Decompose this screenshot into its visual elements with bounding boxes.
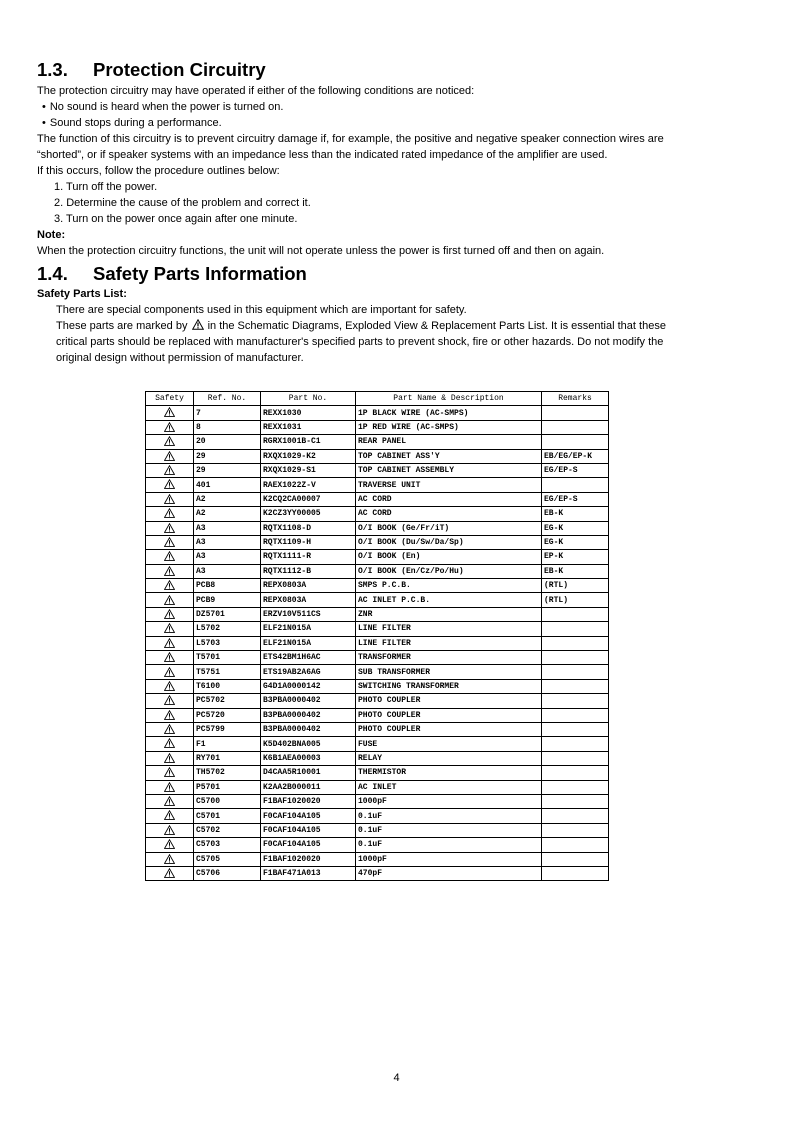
safety-mark-cell <box>146 838 194 852</box>
table-row <box>146 507 609 521</box>
remarks-cell <box>542 665 609 679</box>
description-cell: AC CORD <box>356 492 542 506</box>
warning-triangle-icon <box>164 652 175 662</box>
description-cell: TRAVERSE UNIT <box>356 478 542 492</box>
description-cell: REAR PANEL <box>356 435 542 449</box>
description-cell: SUB TRANSFORMER <box>356 665 542 679</box>
remarks-cell: EG/EP-S <box>542 492 609 506</box>
section-number: 1.3. <box>37 59 68 80</box>
procedure-steps <box>54 179 757 227</box>
table-row <box>146 622 609 636</box>
remarks-cell: EG-K <box>542 521 609 535</box>
warning-triangle-icon <box>192 319 204 330</box>
safety-mark-cell <box>146 665 194 679</box>
safety-mark-cell <box>146 636 194 650</box>
part-no-cell: RXQX1029-S1 <box>261 463 356 477</box>
remarks-cell <box>542 406 609 420</box>
table-row <box>146 607 609 621</box>
table-row <box>146 809 609 823</box>
table-row <box>146 694 609 708</box>
remarks-cell: EG/EP-S <box>542 463 609 477</box>
ref-no-cell: C5706 <box>194 866 261 880</box>
remarks-cell <box>542 823 609 837</box>
para-text: in the Schematic Diagrams, Exploded View & Replacement Parts List. It is essential that these <box>207 320 666 332</box>
safety-mark-cell <box>146 579 194 593</box>
remarks-cell <box>542 838 609 852</box>
safety-mark-cell <box>146 622 194 636</box>
part-no-cell: B3PBA0000402 <box>261 708 356 722</box>
part-no-cell: K2CZ3YY00005 <box>261 507 356 521</box>
ref-no-cell: F1 <box>194 737 261 751</box>
para-text: These parts are marked by <box>56 320 188 332</box>
safety-mark-cell <box>146 435 194 449</box>
table-row <box>146 579 609 593</box>
ref-no-cell: C5702 <box>194 823 261 837</box>
remarks-cell <box>542 751 609 765</box>
description-cell: PHOTO COUPLER <box>356 694 542 708</box>
part-no-cell: K5D402BNA005 <box>261 737 356 751</box>
description-cell: RELAY <box>356 751 542 765</box>
warning-triangle-icon <box>164 782 175 792</box>
safety-mark-cell <box>146 823 194 837</box>
safety-mark-cell <box>146 535 194 549</box>
remarks-cell <box>542 694 609 708</box>
description-cell: AC CORD <box>356 507 542 521</box>
ref-no-cell: L5702 <box>194 622 261 636</box>
remarks-cell <box>542 420 609 434</box>
safety-mark-cell <box>146 420 194 434</box>
ref-no-cell: P5701 <box>194 780 261 794</box>
ref-no-cell: RY701 <box>194 751 261 765</box>
part-no-cell: ELF21N015A <box>261 622 356 636</box>
remarks-cell: EB-K <box>542 507 609 521</box>
table-row <box>146 406 609 420</box>
table-row <box>146 838 609 852</box>
table-row <box>146 852 609 866</box>
safety-mark-cell <box>146 406 194 420</box>
remarks-cell: (RTL) <box>542 579 609 593</box>
warning-triangle-icon <box>164 810 175 820</box>
ref-no-cell: T5751 <box>194 665 261 679</box>
part-no-cell: RAEX1022Z-V <box>261 478 356 492</box>
table-row <box>146 535 609 549</box>
description-cell: 0.1uF <box>356 838 542 852</box>
ref-no-cell: C5700 <box>194 794 261 808</box>
safety-mark-cell <box>146 694 194 708</box>
description-cell: 1P RED WIRE (AC-SMPS) <box>356 420 542 434</box>
table-row <box>146 651 609 665</box>
ref-no-cell: PC5702 <box>194 694 261 708</box>
section-heading-protection-circuitry <box>37 58 757 82</box>
function-text-line1: The function of this circuitry is to prevent circuitry damage if, for example, the positive and negative speaker connection wires are <box>37 133 664 145</box>
ref-no-cell: 29 <box>194 463 261 477</box>
remarks-cell: (RTL) <box>542 593 609 607</box>
safety-mark-cell <box>146 766 194 780</box>
part-no-cell: F0CAF104A105 <box>261 838 356 852</box>
ref-no-cell: 7 <box>194 406 261 420</box>
part-no-cell: RGRX1001B-C1 <box>261 435 356 449</box>
ref-no-cell: PCB8 <box>194 579 261 593</box>
section-number: 1.4. <box>37 263 68 284</box>
description-cell: 0.1uF <box>356 823 542 837</box>
safety-mark-cell <box>146 607 194 621</box>
protection-intro: The protection circuitry may have operated if either of the following conditions are noticed: <box>37 85 475 97</box>
part-no-cell: G4D1A0000142 <box>261 679 356 693</box>
warning-triangle-icon <box>164 638 175 648</box>
warning-triangle-icon <box>164 623 175 633</box>
part-no-cell: RQTX1111-R <box>261 550 356 564</box>
ref-no-cell: 401 <box>194 478 261 492</box>
warning-triangle-icon <box>164 796 175 806</box>
description-cell: AC INLET P.C.B. <box>356 593 542 607</box>
ref-no-cell: PC5799 <box>194 722 261 736</box>
safety-mark-cell <box>146 492 194 506</box>
description-cell: O/I BOOK (En/Cz/Po/Hu) <box>356 564 542 578</box>
description-cell: 1000pF <box>356 852 542 866</box>
safety-mark-cell <box>146 737 194 751</box>
part-no-cell: REXX1031 <box>261 420 356 434</box>
ref-no-cell: A3 <box>194 521 261 535</box>
table-row <box>146 766 609 780</box>
part-no-cell: B3PBA0000402 <box>261 694 356 708</box>
table-row <box>146 449 609 463</box>
warning-triangle-icon <box>164 710 175 720</box>
ref-no-cell: 20 <box>194 435 261 449</box>
warning-triangle-icon <box>164 551 175 561</box>
remarks-cell <box>542 794 609 808</box>
note-label: Note: <box>37 229 66 241</box>
table-row <box>146 665 609 679</box>
part-no-cell: ELF21N015A <box>261 636 356 650</box>
part-no-cell: ERZV10V511CS <box>261 607 356 621</box>
safety-mark-cell <box>146 449 194 463</box>
part-no-cell: RQTX1112-B <box>261 564 356 578</box>
part-no-cell: F0CAF104A105 <box>261 809 356 823</box>
safety-mark-cell <box>146 651 194 665</box>
description-cell: THERMISTOR <box>356 766 542 780</box>
warning-triangle-icon <box>164 868 175 878</box>
remarks-cell <box>542 780 609 794</box>
part-no-cell: ETS19AB2A6AG <box>261 665 356 679</box>
remarks-cell: EG-K <box>542 535 609 549</box>
safety-mark-cell <box>146 794 194 808</box>
part-no-cell: B3PBA0000402 <box>261 722 356 736</box>
table-row <box>146 478 609 492</box>
remarks-cell <box>542 722 609 736</box>
safety-mark-cell <box>146 852 194 866</box>
description-cell: FUSE <box>356 737 542 751</box>
table-row <box>146 708 609 722</box>
description-cell: ZNR <box>356 607 542 621</box>
safety-mark-cell <box>146 751 194 765</box>
warning-triangle-icon <box>164 595 175 605</box>
safety-mark-cell <box>146 809 194 823</box>
function-text-line2: “shorted”, or if speaker systems with an impedance less than the indicated rated impedance of the amplifier are used. <box>37 149 608 161</box>
safety-mark-cell <box>146 708 194 722</box>
warning-triangle-icon <box>164 695 175 705</box>
table-row <box>146 751 609 765</box>
remarks-cell <box>542 636 609 650</box>
ref-no-cell: A3 <box>194 564 261 578</box>
ref-no-cell: C5701 <box>194 809 261 823</box>
safety-para1: There are special components used in this equipment which are important for safety. <box>56 304 467 316</box>
condition-list <box>42 99 757 131</box>
table-row <box>146 636 609 650</box>
safety-mark-cell <box>146 722 194 736</box>
safety-mark-cell <box>146 478 194 492</box>
remarks-cell <box>542 435 609 449</box>
document-page <box>37 58 757 366</box>
warning-triangle-icon <box>164 566 175 576</box>
warning-triangle-icon <box>164 825 175 835</box>
description-cell: PHOTO COUPLER <box>356 722 542 736</box>
table-row <box>146 866 609 880</box>
warning-triangle-icon <box>164 537 175 547</box>
part-no-cell: RXQX1029-K2 <box>261 449 356 463</box>
warning-triangle-icon <box>164 738 175 748</box>
remarks-cell <box>542 622 609 636</box>
remarks-cell <box>542 607 609 621</box>
safety-mark-cell <box>146 679 194 693</box>
warning-triangle-icon <box>164 451 175 461</box>
list-item: • No sound is heard when the power is turned on. <box>42 99 757 115</box>
part-no-cell: REPX0803A <box>261 593 356 607</box>
part-no-cell: F1BAF1020020 <box>261 794 356 808</box>
part-no-cell: K2AA2B000011 <box>261 780 356 794</box>
remarks-cell <box>542 766 609 780</box>
column-header-ref-no: Ref. No. <box>194 392 261 406</box>
description-cell: O/I BOOK (En) <box>356 550 542 564</box>
ref-no-cell: PCB9 <box>194 593 261 607</box>
part-no-cell: D4CAA5R10001 <box>261 766 356 780</box>
list-item: • Sound stops during a performance. <box>42 115 757 131</box>
description-cell: O/I BOOK (Du/Sw/Da/Sp) <box>356 535 542 549</box>
table-row <box>146 593 609 607</box>
column-header-remarks: Remarks <box>542 392 609 406</box>
note-text: When the protection circuitry functions, the unit will not operate unless the power is first turned off and then on again. <box>37 245 605 257</box>
warning-triangle-icon <box>164 724 175 734</box>
description-cell: O/I BOOK (Ge/Fr/iT) <box>356 521 542 535</box>
section-heading-safety-parts <box>37 262 757 286</box>
part-no-cell: REXX1030 <box>261 406 356 420</box>
table-row <box>146 564 609 578</box>
warning-triangle-icon <box>164 523 175 533</box>
remarks-cell: EP-K <box>542 550 609 564</box>
table-row <box>146 435 609 449</box>
warning-triangle-icon <box>164 839 175 849</box>
part-no-cell: F1BAF471A013 <box>261 866 356 880</box>
table-header-row <box>146 392 609 406</box>
part-no-cell: RQTX1108-D <box>261 521 356 535</box>
warning-triangle-icon <box>164 609 175 619</box>
table-row <box>146 722 609 736</box>
ref-no-cell: A2 <box>194 492 261 506</box>
remarks-cell <box>542 852 609 866</box>
safety-para2-line1 <box>56 318 757 334</box>
table-row <box>146 550 609 564</box>
remarks-cell <box>542 866 609 880</box>
warning-triangle-icon <box>164 508 175 518</box>
warning-triangle-icon <box>164 494 175 504</box>
procedure-intro: If this occurs, follow the procedure outlines below: <box>37 165 280 177</box>
description-cell: 1P BLACK WIRE (AC-SMPS) <box>356 406 542 420</box>
list-item: 2. Determine the cause of the problem and correct it. <box>54 197 311 209</box>
ref-no-cell: A3 <box>194 535 261 549</box>
warning-triangle-icon <box>164 465 175 475</box>
table-row <box>146 521 609 535</box>
safety-para2-line3: original design without permission of manufacturer. <box>56 352 304 364</box>
part-no-cell: F1BAF1020020 <box>261 852 356 866</box>
remarks-cell <box>542 708 609 722</box>
ref-no-cell: 8 <box>194 420 261 434</box>
table-row <box>146 737 609 751</box>
part-no-cell: ETS42BM1H6AC <box>261 651 356 665</box>
ref-no-cell: TH5702 <box>194 766 261 780</box>
ref-no-cell: DZ5701 <box>194 607 261 621</box>
safety-mark-cell <box>146 507 194 521</box>
list-item: 3. Turn on the power once again after one minute. <box>54 213 298 225</box>
remarks-cell <box>542 478 609 492</box>
description-cell: TRANSFORMER <box>356 651 542 665</box>
safety-mark-cell <box>146 593 194 607</box>
table-row <box>146 794 609 808</box>
warning-triangle-icon <box>164 767 175 777</box>
warning-triangle-icon <box>164 422 175 432</box>
ref-no-cell: T6100 <box>194 679 261 693</box>
warning-triangle-icon <box>164 479 175 489</box>
description-cell: TOP CABINET ASSEMBLY <box>356 463 542 477</box>
description-cell: 1000pF <box>356 794 542 808</box>
safety-mark-cell <box>146 564 194 578</box>
safety-parts-table <box>145 391 609 881</box>
description-cell: SWITCHING TRANSFORMER <box>356 679 542 693</box>
warning-triangle-icon <box>164 753 175 763</box>
part-no-cell: RQTX1109-H <box>261 535 356 549</box>
ref-no-cell: 29 <box>194 449 261 463</box>
table-row <box>146 823 609 837</box>
ref-no-cell: PC5720 <box>194 708 261 722</box>
safety-para2-line2: critical parts should be replaced with manufacturer's specified parts to prevent shock, fire or other hazards. Do not modify the <box>56 336 664 348</box>
table-row <box>146 463 609 477</box>
ref-no-cell: A2 <box>194 507 261 521</box>
column-header-description: Part Name & Description <box>356 392 542 406</box>
safety-mark-cell <box>146 463 194 477</box>
warning-triangle-icon <box>164 854 175 864</box>
description-cell: 470pF <box>356 866 542 880</box>
part-no-cell: REPX0803A <box>261 579 356 593</box>
warning-triangle-icon <box>164 580 175 590</box>
description-cell: SMPS P.C.B. <box>356 579 542 593</box>
safety-parts-list-label: Safety Parts List: <box>37 288 127 300</box>
list-item: 1. Turn off the power. <box>54 181 158 193</box>
description-cell: 0.1uF <box>356 809 542 823</box>
table-row <box>146 492 609 506</box>
table-row <box>146 420 609 434</box>
column-header-safety: Safety <box>146 392 194 406</box>
warning-triangle-icon <box>164 681 175 691</box>
ref-no-cell: L5703 <box>194 636 261 650</box>
remarks-cell: EB/EG/EP-K <box>542 449 609 463</box>
warning-triangle-icon <box>164 436 175 446</box>
description-cell: TOP CABINET ASS'Y <box>356 449 542 463</box>
ref-no-cell: C5703 <box>194 838 261 852</box>
page-number: 4 <box>393 1072 400 1084</box>
part-no-cell: K2CQ2CA00007 <box>261 492 356 506</box>
part-no-cell: K6B1AEA00003 <box>261 751 356 765</box>
description-cell: LINE FILTER <box>356 636 542 650</box>
table-row <box>146 679 609 693</box>
ref-no-cell: A3 <box>194 550 261 564</box>
safety-mark-cell <box>146 521 194 535</box>
description-cell: AC INLET <box>356 780 542 794</box>
section-title: Protection Circuitry <box>93 59 266 80</box>
safety-mark-cell <box>146 780 194 794</box>
remarks-cell <box>542 737 609 751</box>
section-title: Safety Parts Information <box>93 263 307 284</box>
warning-triangle-icon <box>164 667 175 677</box>
description-cell: LINE FILTER <box>356 622 542 636</box>
remarks-cell: EB-K <box>542 564 609 578</box>
part-no-cell: F0CAF104A105 <box>261 823 356 837</box>
remarks-cell <box>542 809 609 823</box>
remarks-cell <box>542 651 609 665</box>
ref-no-cell: C5705 <box>194 852 261 866</box>
column-header-part-no: Part No. <box>261 392 356 406</box>
ref-no-cell: T5701 <box>194 651 261 665</box>
safety-mark-cell <box>146 866 194 880</box>
remarks-cell <box>542 679 609 693</box>
table-row <box>146 780 609 794</box>
safety-mark-cell <box>146 550 194 564</box>
description-cell: PHOTO COUPLER <box>356 708 542 722</box>
warning-triangle-icon <box>164 407 175 417</box>
